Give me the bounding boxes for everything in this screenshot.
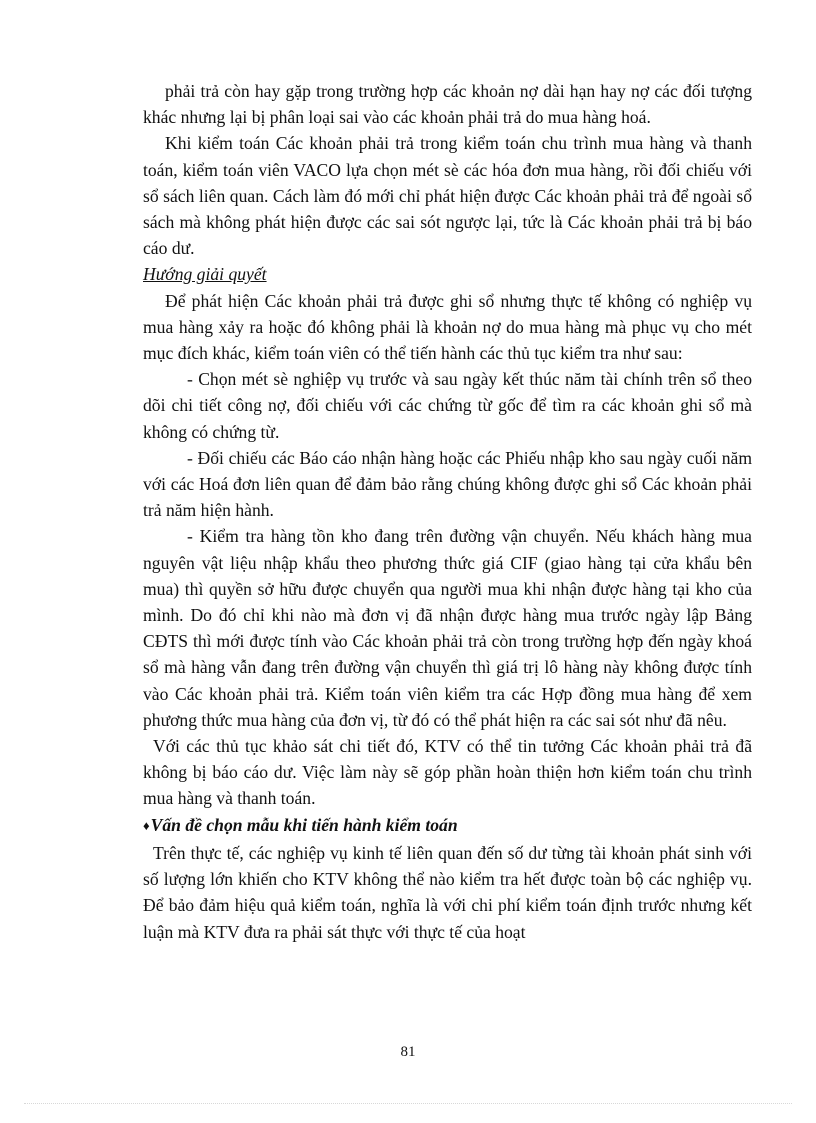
heading-sampling-text: Vấn đề chọn mẫu khi tiến hành kiểm toán xyxy=(150,814,458,835)
paragraph-intro: phải trả còn hay gặp trong trường hợp các khoản nợ dài hạn hay nợ các đối tượng khác nhưng lại bị phân loại sai vào các khoản phải trả do mua hàng hoá. xyxy=(143,81,752,128)
bullet-compare-reports: - Đối chiếu các Báo cáo nhận hàng hoặc các Phiếu nhập kho sau ngày cuối năm với các Hoá đơn liên quan để đảm bảo rằng chúng không được ghi sổ Các khoản phải trả năm hiện hành. xyxy=(143,447,752,521)
page-number: 81 xyxy=(400,1044,416,1060)
diamond-bullet-icon: ♦ xyxy=(143,817,150,833)
bullet-inventory-transit: - Kiểm tra hàng tồn kho đang trên đường vận chuyển. Nếu khách hàng mua nguyên vật liệu nhập khẩu theo phương thức giá CIF (giao hàng tại cửa khẩu bên mua) thì quyền sở hữu được chuyển qua người mua khi nhận được hàng tại kho của mình. Do đó chỉ khi nào mà đơn vị đã nhận được hàng mua trước ngày lập Bảng CĐTS thì mới được tính vào Các khoản phải trả còn trong trường hợp đến ngày khoá sổ mà hàng vẫn đang trên đường vận chuyển thì giá trị lô hàng này không được tính vào Các khoản phải trả. Kiểm toán viên kiểm tra các Hợp đồng mua hàng để xem phương thức mua hàng của đơn vị, từ đó có thể phát hiện ra các sai sót như đã nêu. xyxy=(143,526,752,730)
footer-divider xyxy=(24,1103,792,1104)
bullet-select-transactions: - Chọn mét sè nghiệp vụ trước và sau ngày kết thúc năm tài chính trên sổ theo dõi chi tiết công nợ, đối chiếu với các chứng từ gốc để tìm ra các khoản ghi sổ mà không có chứng từ. xyxy=(143,369,752,442)
document-body xyxy=(143,78,752,945)
heading-sampling xyxy=(143,812,752,840)
paragraph-conclusion: Với các thủ tục khảo sát chi tiết đó, KTV có thể tin tưởng Các khoản phải trả đã không bị báo cáo dư. Việc làm này sẽ góp phần hoàn thiện hơn kiểm toán chu trình mua hàng và thanh toán. xyxy=(143,736,752,809)
paragraph-detection: Để phát hiện Các khoản phải trả được ghi sổ nhưng thực tế không có nghiệp vụ mua hàng xảy ra hoặc đó không phải là khoản nợ do mua hàng mà phục vụ cho mét mục đích khác, kiểm toán viên có thể tiến hành các thủ tục kiểm tra như sau: xyxy=(143,290,752,364)
paragraph-vaco-audit: Khi kiểm toán Các khoản phải trả trong kiểm toán chu trình mua hàng và thanh toán, kiểm toán viên VACO lựa chọn mét sè các hóa đơn mua hàng, rồi đối chiếu với sổ sách liên quan. Cách làm đó mới chỉ phát hiện được Các khoản phải trả để ngoài sổ sách mà không phát hiện được các sai sót ngược lại, tức là Các khoản phải trả bị báo cáo dư. xyxy=(143,133,752,259)
paragraph-sampling: Trên thực tế, các nghiệp vụ kinh tế liên quan đến số dư từng tài khoản phát sinh với số lượng lớn khiến cho KTV không thể nào kiểm tra hết được toàn bộ các nghiệp vụ. Để bảo đảm hiệu quả kiểm toán, nghĩa là với chi phí kiểm toán định trước nhưng kết luận mà KTV đưa ra phải sát thực với thực tế của hoạt xyxy=(143,842,752,942)
heading-solution: Hướng giải quyết xyxy=(143,264,267,285)
